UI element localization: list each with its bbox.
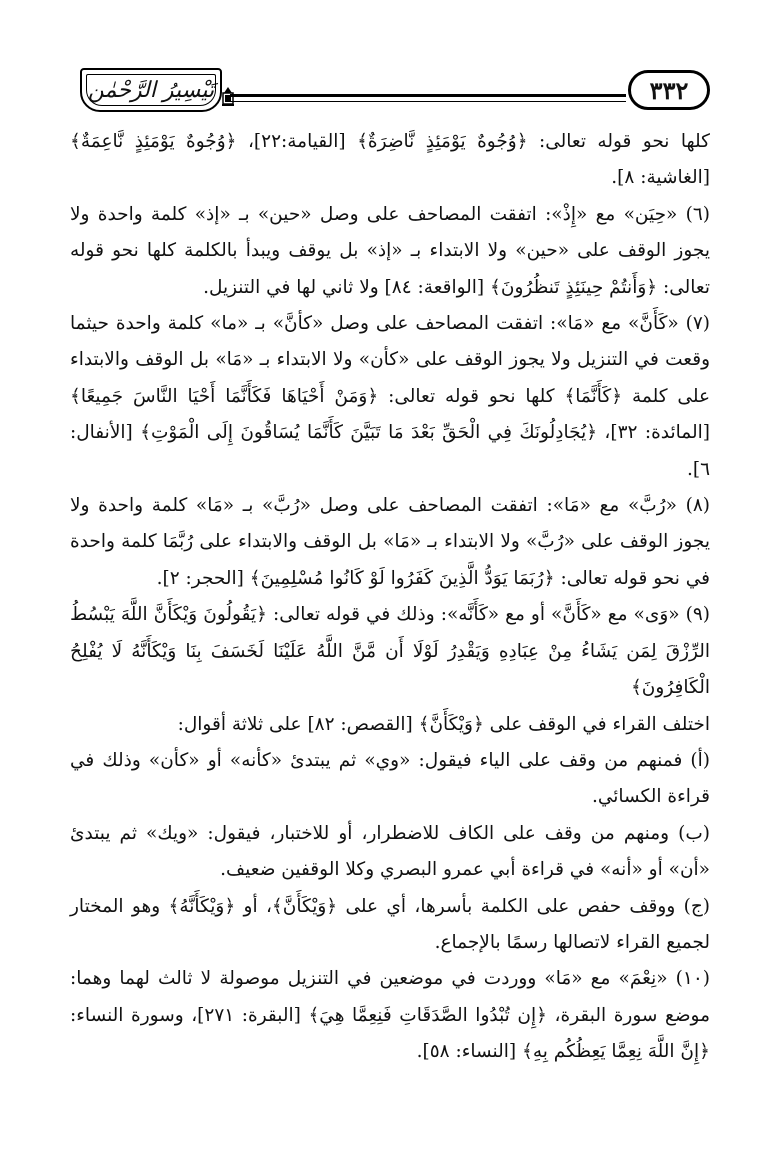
lamp-ornament-icon	[220, 85, 236, 107]
paragraph: اختلف القراء في الوقف على ﴿وَيْكَأَنَّ﴾ [القصص: ٨٢] على ثلاثة أقوال:	[177, 713, 710, 735]
page-header	[70, 68, 710, 118]
header-rule-thick	[230, 94, 626, 97]
paragraph: (٧) «كَأَنَّ» مع «مَا»: اتفقت المصاحف على وصل «كأنَّ» بـ «ما» كلمة واحدة حيثما وقعت في التنزيل ولا يجوز الوقف على «كأن» ولا الابتداء بـ «مَا» بل الوقف والابتداء على كلمة ﴿كَأَنَّمَا﴾ كلها نحو قوله تعالى: ﴿وَمَنْ أَحْيَاهَا فَكَأَنَّمَا أَحْيَا النَّاسَ جَمِيعًا﴾ [المائدة: ٣٢]، ﴿يُجَادِلُونَكَ فِي الْحَقِّ بَعْدَ مَا تَبَيَّنَ كَأَنَّمَا يُسَاقُونَ إِلَى الْمَوْتِ﴾ [الأنفال: ٦].	[70, 313, 710, 480]
paragraph: (أ) فمنهم من وقف على الياء فيقول: «وي» ثم يبتدئ «كأنه» أو «كأن» وذلك في قراءة الكسائي.	[70, 749, 710, 808]
book-title: تَيْسِيرُ الرَّحْمٰن	[80, 68, 222, 112]
paragraph: (٨) «رُبَّ» مع «مَا»: اتفقت المصاحف على وصل «رُبَّ» بـ «مَا» كلمة واحدة ولا يجوز الوقف على «رُبَّ» ولا الابتداء بـ «مَا» بل الوقف والابتداء على رُبَّمَا كلمة واحدة في نحو قوله تعالى: ﴿رُبَمَا يَوَدُّ الَّذِينَ كَفَرُوا لَوْ كَانُوا مُسْلِمِينَ﴾ [الحجر: ٢].	[70, 495, 710, 589]
header-rule-thin	[230, 101, 626, 102]
paragraph: (٩) «وَى» مع «كَأَنَّ» أو مع «كَأَنَّه»: وذلك في قوله تعالى: ﴿يَقُولُونَ وَيْكَأَنَّ اللَّهَ يَبْسُطُ الرِّزْقَ لِمَن يَشَاءُ مِنْ عِبَادِهِ وَيَقْدِرُ لَوْلَا أَن مَّنَّ اللَّهُ عَلَيْنَا لَخَسَفَ بِنَا وَيْكَأَنَّهُ لَا يُفْلِحُ الْكَافِرُونَ﴾	[70, 604, 710, 699]
paragraph: (١٠) «نِعْمَ» مع «مَا» ووردت في موضعين في التنزيل موصولة لا ثالث لهما وهما: موضع سورة البقرة، ﴿إِن تُبْدُوا الصَّدَقَاتِ فَنِعِمَّا هِيَ﴾ [البقرة: ٢٧١]، وسورة النساء: ﴿إِنَّ اللَّهَ نِعِمَّا يَعِظُكُم بِهِ﴾ [النساء: ٥٨].	[70, 968, 711, 1063]
paragraph: (ج) ووقف حفص على الكلمة بأسرها، أي على ﴿وَيْكَأَنَّ﴾، أو ﴿وَيْكَأَنَّهُ﴾ وهو المختار لجميع القراء لاتصالها رسمًا بالإجماع.	[70, 895, 710, 953]
page-body	[70, 124, 710, 1071]
paragraph: (ب) ومنهم من وقف على الكاف للاضطرار، أو للاختبار، فيقول: «ويك» ثم يبتدئ «أن» أو «أنه» في قراءة أبي عمرو البصري وكلا الوقفين ضعيف.	[70, 822, 710, 881]
paragraph: كلها نحو قوله تعالى: ﴿وُجُوهٌ يَوْمَئِذٍ نَّاضِرَةٌ﴾ [القيامة:٢٢]، ﴿وُجُوهٌ يَوْمَئِذٍ نَّاعِمَةٌ﴾ [الغاشية: ٨].	[70, 131, 710, 189]
page-number: ٣٣٢	[628, 70, 710, 110]
paragraph: (٦) «حِيَن» مع «إِذْ»: اتفقت المصاحف على وصل «حين» بـ «إذ» كلمة واحدة ولا يجوز الوقف على «حين» ولا الابتداء بـ «إذ» بل يوقف ويبدأ بالكلمة كلها نحو قوله تعالى: ﴿وَأَنتُمْ حِينَئِذٍ تَنظُرُونَ﴾ [الواقعة: ٨٤] ولا ثاني لها في التنزيل.	[70, 203, 710, 298]
